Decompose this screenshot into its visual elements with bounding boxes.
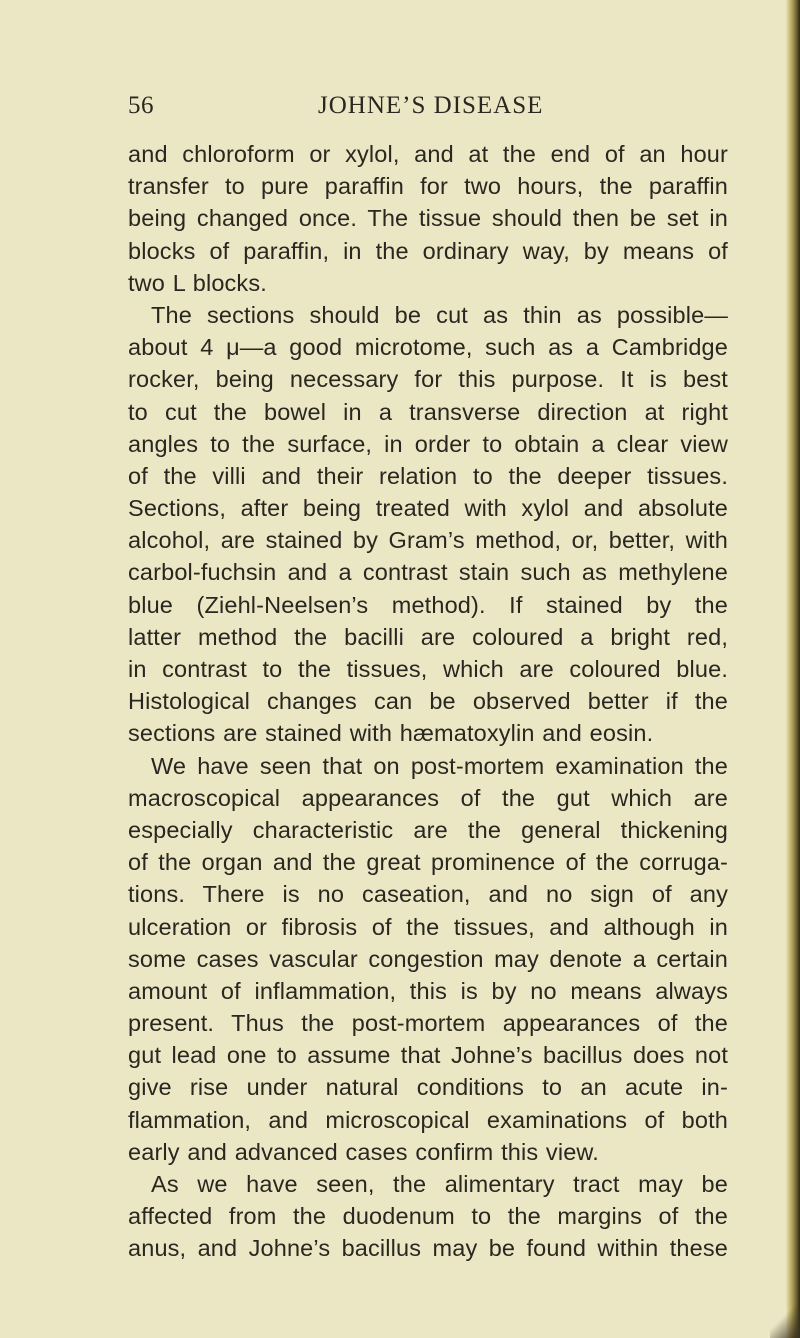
text-line: carbol-fuchsin and a contrast stain such as methylene bbox=[128, 559, 728, 586]
text-line: to cut the bowel in a transverse direction at right bbox=[128, 398, 728, 425]
text-line: transfer to pure paraffin for two hours, the paraffin bbox=[128, 173, 728, 200]
text-line: especially characteristic are the general thickening bbox=[128, 816, 728, 843]
text-line: flammation, and microscopical examinations of both bbox=[128, 1106, 728, 1133]
page-header bbox=[128, 92, 728, 132]
text-line: affected from the duodenum to the margins of the bbox=[128, 1203, 728, 1230]
text-line: in contrast to the tissues, which are coloured blue. bbox=[128, 656, 728, 682]
text-line: As we have seen, the alimentary tract may be bbox=[151, 1171, 728, 1197]
text-line: angles to the surface, in order to obtain a clear view bbox=[128, 430, 728, 457]
text-line: The sections should be cut as thin as possible— bbox=[151, 301, 728, 328]
text-line: ulceration or fibrosis of the tissues, and although in bbox=[128, 913, 728, 940]
body-text bbox=[128, 138, 728, 1265]
text-line: sections are stained with hæmatoxylin and eosin. bbox=[128, 720, 654, 747]
text-line: of the organ and the great prominence of the corruga- bbox=[128, 849, 728, 876]
text-line: about 4 μ—a good microtome, such as a Cambridge bbox=[128, 334, 728, 361]
text-line: tions. There is no caseation, and no sign of any bbox=[128, 881, 728, 908]
text-line: gut lead one to assume that Johne’s bacillus does not bbox=[128, 1042, 728, 1069]
text-line: give rise under natural conditions to an acute in- bbox=[128, 1074, 728, 1101]
text-line: anus, and Johne’s bacillus may be found within these bbox=[128, 1235, 728, 1262]
page-edge-shadow bbox=[786, 0, 800, 1338]
text-line: macroscopical appearances of the gut which are bbox=[128, 784, 728, 811]
text-line: being changed once. The tissue should then be set in bbox=[128, 205, 728, 232]
text-line: two L blocks. bbox=[128, 269, 267, 296]
text-line: Sections, after being treated with xylol and absolute bbox=[128, 495, 728, 522]
text-line: rocker, being necessary for this purpose. It is best bbox=[128, 366, 728, 393]
text-line: and chloroform or xylol, and at the end of an hour bbox=[128, 141, 728, 167]
text-line: amount of inflammation, this is by no means always bbox=[128, 977, 728, 1004]
page-corner-shadow bbox=[770, 1298, 800, 1338]
text-line: blocks of paraffin, in the ordinary way, by means of bbox=[128, 237, 728, 264]
text-line: We have seen that on post-mortem examination the bbox=[151, 752, 728, 779]
text-line: some cases vascular congestion may denote a certain bbox=[128, 945, 728, 972]
page-number: 56 bbox=[128, 92, 154, 119]
text-line: latter method the bacilli are coloured a bright red, bbox=[128, 623, 728, 650]
running-head: JOHNE’S DISEASE bbox=[318, 92, 544, 119]
text-line: blue (Ziehl-Neelsen’s method). If stained by the bbox=[128, 591, 728, 618]
text-line: of the villi and their relation to the deeper tissues. bbox=[128, 462, 728, 489]
text-line: early and advanced cases confirm this view. bbox=[128, 1138, 599, 1165]
text-line: alcohol, are stained by Gram’s method, or, better, with bbox=[128, 527, 728, 554]
text-line: Histological changes can be observed better if the bbox=[128, 688, 728, 715]
text-line: present. Thus the post-mortem appearances of the bbox=[128, 1010, 728, 1037]
